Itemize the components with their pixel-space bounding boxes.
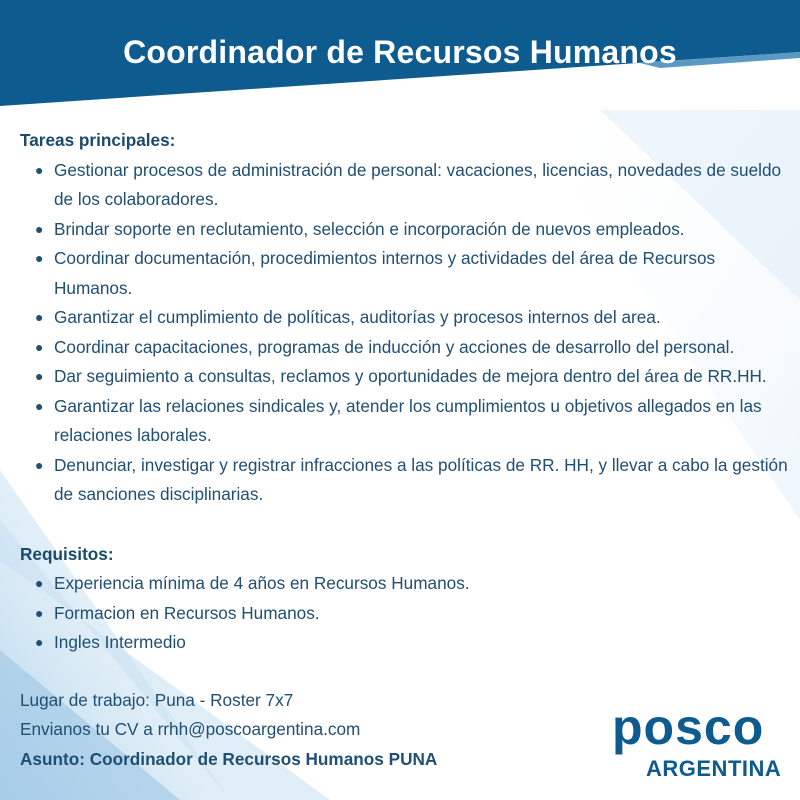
bullet-icon: ●: [35, 161, 44, 178]
bullet-icon: ●: [35, 220, 44, 237]
bullet-icon: ●: [35, 309, 44, 325]
spacer: [20, 658, 795, 686]
bullet-icon: ●: [35, 634, 44, 650]
requirements-list: [20, 569, 795, 658]
list-item: [35, 628, 795, 658]
bullet-icon: ●: [35, 397, 44, 414]
bullet-icon: ●: [35, 456, 44, 473]
list-item: [35, 244, 795, 303]
tasks-list: [20, 156, 795, 510]
list-item-text: Gestionar procesos de administración de personal: vacaciones, licencias, novedades de sueldo de los colaboradores.: [54, 159, 782, 209]
page-title: Coordinador de Recursos Humanos: [123, 34, 677, 70]
contact-email: Envianos tu CV a rrhh@poscoargentina.com: [20, 719, 361, 739]
bullet-icon: ●: [35, 368, 44, 384]
posco-argentina-logo: [612, 699, 790, 782]
list-item: [35, 215, 795, 245]
list-item-text: Formacion en Recursos Humanos.: [54, 602, 320, 623]
list-item-text: Coordinar documentación, procedimientos internos y actividades del área de Recursos Humanos.: [54, 248, 716, 298]
list-item-text: Ingles Intermedio: [54, 632, 186, 652]
list-item-text: Brindar soporte en reclutamiento, selección e incorporación de nuevos empleados.: [54, 218, 685, 239]
list-item: [35, 333, 795, 363]
header-banner: [0, 0, 800, 110]
bullet-icon: ●: [35, 338, 44, 355]
list-item-text: Experiencia mínima de 4 años en Recursos Humanos.: [54, 573, 470, 593]
logo-subtitle: ARGENTINA: [646, 756, 782, 781]
spacer: [20, 510, 795, 540]
list-item: [35, 599, 795, 629]
list-item: [35, 451, 795, 510]
bullet-icon: ●: [35, 575, 44, 591]
tasks-heading: Tareas principales:: [20, 130, 176, 150]
list-item-text: Garantizar el cumplimiento de políticas, auditorías y procesos internos del area.: [54, 307, 661, 327]
list-item: [35, 156, 795, 215]
list-item-text: Garantizar las relaciones sindicales y, atender los cumplimientos u objetivos allegados en las relaciones laborales.: [54, 395, 762, 445]
list-item-text: Coordinar capacitaciones, programas de inducción y acciones de desarrollo del personal.: [54, 336, 735, 357]
bullet-icon: ●: [35, 604, 44, 621]
job-posting-content: [20, 126, 795, 774]
list-item: [35, 392, 795, 451]
list-item-text: Dar seguimiento a consultas, reclamos y oportunidades de mejora dentro del área de RR.HH.: [54, 366, 767, 386]
work-location: Lugar de trabajo: Puna - Roster 7x7: [20, 689, 294, 710]
logo-wordmark: posco: [612, 699, 765, 755]
list-item: [35, 303, 795, 333]
list-item: [35, 362, 795, 392]
bullet-icon: ●: [35, 250, 44, 266]
list-item: [35, 569, 795, 599]
email-subject: Asunto: Coordinador de Recursos Humanos PUNA: [20, 748, 438, 769]
list-item-text: Denunciar, investigar y registrar infracciones a las políticas de RR. HH, y llevar a cabo la gestión de sanciones disciplinarias.: [54, 454, 788, 504]
requirements-heading: Requisitos:: [20, 543, 114, 564]
